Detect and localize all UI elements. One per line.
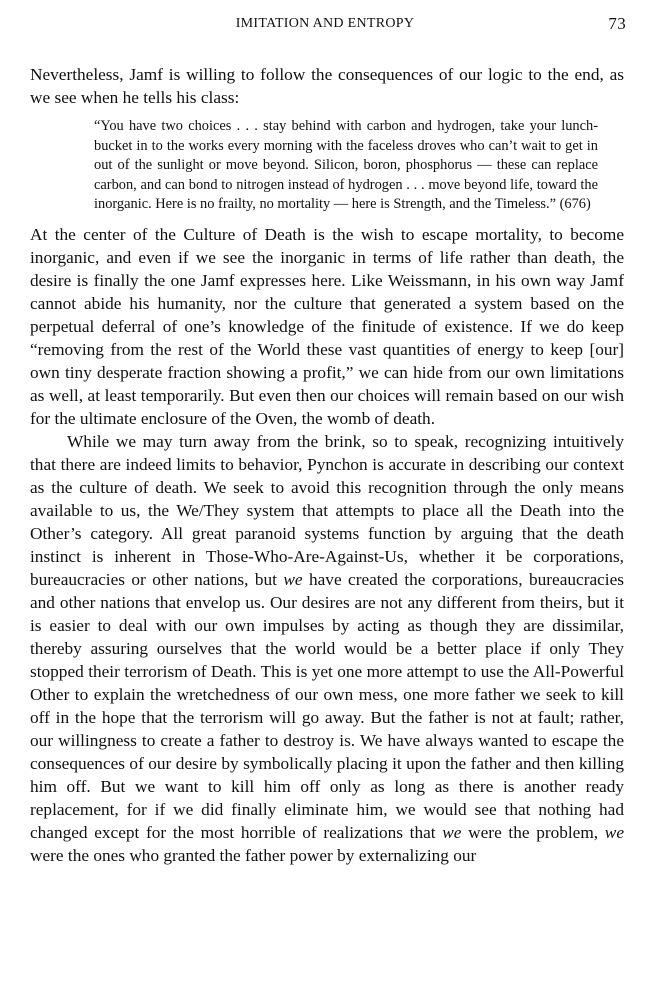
paragraph-text: were the ones who granted the father power by externalizing our [30,845,477,865]
paragraph-text: While we may turn away from the brink, so to speak, recognizing intuitively that there are indeed limits to behavior, Pynchon is accurate in describing our context as the culture of death. We seek to avoid this recognition through the only means available to us, the We/They system that attempts to place all the Death into the Other’s category. All great paranoid systems function by arguing that the death instinct is inherent in Those-Who-Are-Against-Us, whether it be corporations, bureaucracies or other nations, but [30,431,624,589]
paragraph-we-they-system [30,430,624,867]
emphasis-we: we [442,822,462,842]
running-header [0,14,650,38]
block-quote: “You have two choices . . . stay behind with carbon and hydrogen, take your lunch-bucket in to the works every morning with the faceless droves who can’t wait to get in out of the sunlight or move beyond. Silicon, boron, phosphorus — these can replace carbon, and can bond to nitrogen instead of hydrogen . . . move beyond life, toward the inorganic. Here is no frailty, no mortality — here is Strength, and the Timeless.” (676) [94,118,598,212]
running-title: IMITATION AND ENTROPY [235,16,415,31]
page-body [30,63,624,867]
paragraph-intro: Nevertheless, Jamf is willing to follow the consequences of our logic to the end, as we see when he tells his class: [30,65,624,107]
paragraph-culture-of-death: At the center of the Culture of Death is the wish to escape mortality, to become inorganic, and even if we see the inorganic in terms of life rather than death, the desire is finally the one Jamf expresses here. Like Weissmann, in his own way Jamf cannot abide his humanity, nor the culture that generated a system based on the perpetual deferral of one’s knowledge of the finitude of existence. If we do keep “removing from the rest of the World these vast quantities of energy to keep [our] own tiny desperate fraction showing a profit,” we can hide from our own limitations as well, at least temporarily. But even then our choices will remain based on our wish for the ultimate enclosure of the Oven, the womb of death. [30,224,624,428]
paragraph-text: have created the corporations, bureaucracies and other nations that envelop us. Our desires are not any different from theirs, but it is easier to deal with our own impulses by acting as though they are dissimilar, thereby assuring ourselves that the world would be a better place if only They stopped their terrorism of Death. This is yet one more attempt to use the All-Powerful Other to explain the wretchedness of our own mess, one more father we seek to kill off in the hope that the terrorism will go away. But the father is not at fault; rather, our willingness to create a father to destroy is. We have always wanted to escape the consequences of our desire by symbolically placing it upon the father and then killing him off. But we want to kill him off only as long as there is another ready replacement, for if we did finally eliminate him, we would see that nothing had changed except for the most horrible of realizations that [30,569,624,842]
emphasis-we: we [283,569,303,589]
paragraph-text: were the problem, [461,822,605,842]
emphasis-we: we [604,822,624,842]
page-number: 73 [608,14,626,33]
